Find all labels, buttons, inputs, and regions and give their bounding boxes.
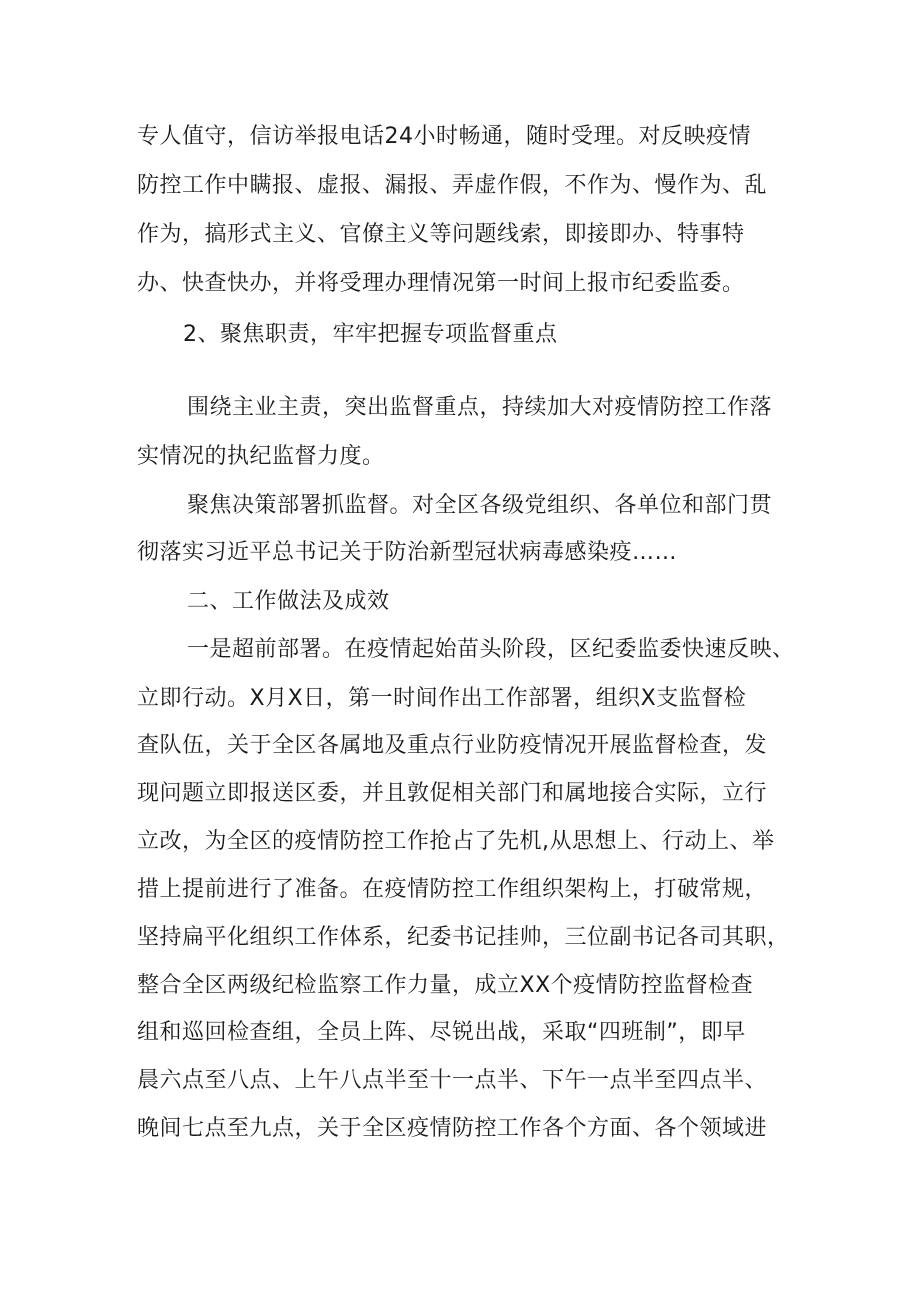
text-line: 防控工作中瞒报、虚报、漏报、弄虚作假，不作为、慢作为、乱	[137, 173, 768, 198]
text-line: 措上提前进行了准备。在疫情防控工作组织架构上，打破常规，	[137, 877, 768, 902]
text-line: 办、快查快办，并将受理办理情况第一时间上报市纪委监委。	[137, 271, 745, 296]
text-line: 现问题立即报送区委，并且敦促相关部门和属地接合实际，立行	[137, 781, 768, 806]
text-line: 围绕主业主责，突出监督重点，持续加大对疫情防控工作落	[187, 395, 773, 420]
section-heading: 二、工作做法及成效	[187, 589, 390, 614]
text-line: 晚间七点至九点，关于全区疫情防控工作各个方面、各个领域进	[137, 1116, 768, 1141]
text-line: 坚持扁平化组织工作体系，纪委书记挂帅，三位副书记各司其职，	[137, 925, 790, 950]
text-line: 立即行动。X月X日，第一时间作出工作部署，组织X支监督检	[137, 686, 747, 711]
text-line: 彻落实习近平总书记关于防治新型冠状病毒感染疫……	[137, 540, 678, 565]
text-line: 一是超前部署。在疫情起始苗头阶段，区纪委监委快速反映、	[187, 637, 795, 662]
text-line: 组和巡回检查组，全员上阵、尽锐出战，采取“四班制”，即早	[137, 1020, 746, 1045]
text-line: 聚焦决策部署抓监督。对全区各级党组织、各单位和部门贯	[187, 493, 773, 518]
text-line: 专人值守，信访举报电话24小时畅通，随时受理。对反映疫情	[137, 124, 751, 149]
text-line: 查队伍，关于全区各属地及重点行业防疫情况开展监督检查，发	[137, 733, 768, 758]
text-line: 实情况的执纪监督力度。	[137, 444, 385, 469]
text-line: 作为，搞形式主义、官僚主义等问题线索，即接即办、特事特	[137, 222, 745, 247]
text-line: 整合全区两级纪检监察工作力量，成立XX个疫情防控监督检查	[137, 973, 754, 998]
section-heading: 2、聚焦职责，牢牢把握专项监督重点	[183, 322, 558, 347]
text-line: 晨六点至八点、上午八点半至十一点半、下午一点半至四点半、	[137, 1068, 768, 1093]
text-line: 立改，为全区的疫情防控工作抢占了先机,从思想上、行动上、举	[137, 829, 775, 854]
